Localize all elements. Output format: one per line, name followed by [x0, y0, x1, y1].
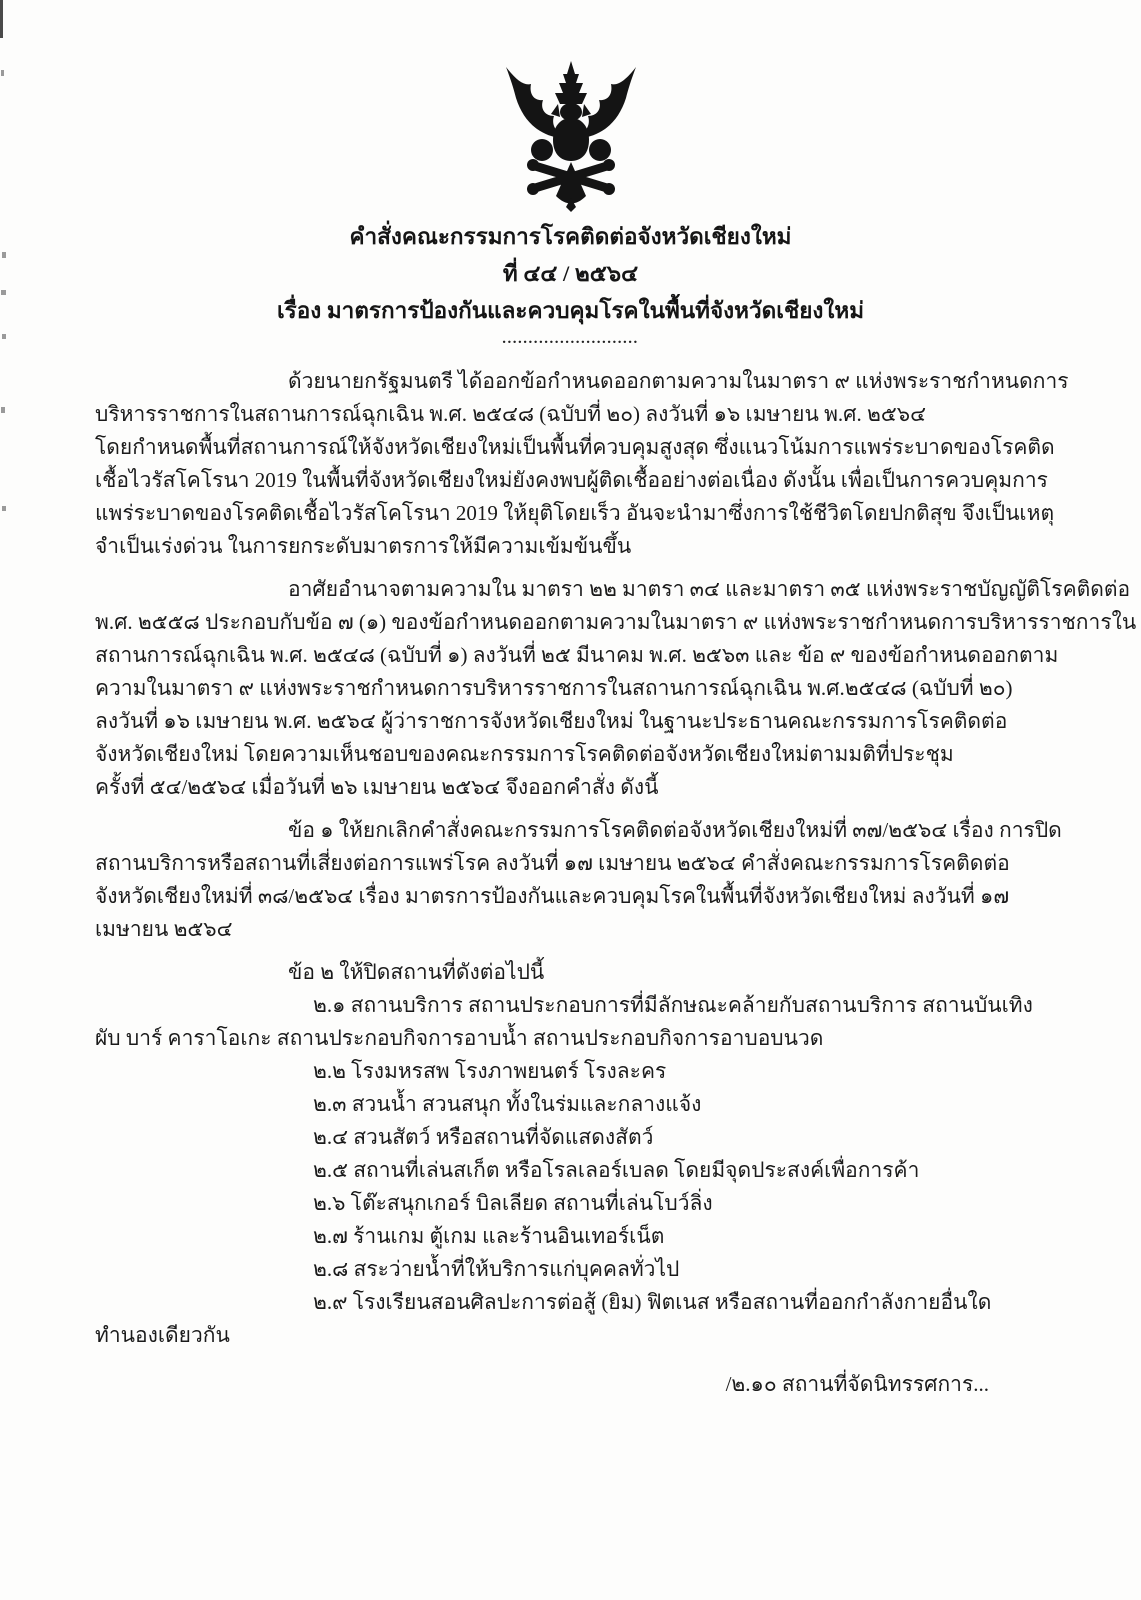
list-item: ๒.๒ โรงมหรสพ โรงภาพยนตร์ โรงละคร: [313, 1059, 667, 1083]
text-line: จำเป็นเร่งด่วน ในการยกระดับมาตรการให้มีความเข้มข้นขึ้น: [95, 534, 632, 558]
scan-artifact: [1, 407, 5, 413]
list-item: ๒.๙ โรงเรียนสอนศิลปะการต่อสู้ (ยิม) ฟิตเนส หรือสถานที่ออกกำลังกายอื่นใด: [313, 1290, 992, 1314]
paragraph-preamble-1: [95, 365, 1069, 563]
text-line: ข้อ ๒ ให้ปิดสถานที่ดังต่อไปนี้: [288, 960, 545, 984]
list-item: ๒.๘ สระว่ายน้ำที่ให้บริการแก่บุคคลทั่วไป: [313, 1257, 680, 1281]
divider-dots: ..........................: [502, 331, 639, 347]
scan-artifact: [2, 252, 6, 258]
text-line: เชื้อไวรัสโคโรนา 2019 ในพื้นที่จังหวัดเชียงใหม่ยังคงพบผู้ติดเชื้ออย่างต่อเนื่อง ดังนั้น เพื่อเป็นการควบคุมการ: [95, 468, 1048, 492]
text-line: แพร่ระบาดของโรคติดเชื้อไวรัสโคโรนา 2019 ให้ยุติโดยเร็ว อันจะนำมาซึ่งการใช้ชีวิตโดยปกติสุข จึงเป็นเหตุ: [95, 501, 1055, 525]
scan-artifact: [1, 290, 6, 295]
text-line: ลงวันที่ ๑๖ เมษายน พ.ศ. ๒๕๖๔ ผู้ว่าราชการจังหวัดเชียงใหม่ ในฐานะประธานคณะกรรมการโรคติดต่อ: [95, 709, 1008, 733]
order-number: ที่ ๔๔ / ๒๕๖๔: [502, 261, 639, 286]
paragraph-clause-1: [95, 814, 1062, 946]
text-line: โดยกำหนดพื้นที่สถานการณ์ให้จังหวัดเชียงใหม่เป็นพื้นที่ควบคุมสูงสุด ซึ่งแนวโน้มการแพร่ระบาดของโรคติด: [95, 435, 1055, 459]
page-continuation-note: /๒.๑๐ สถานที่จัดนิทรรศการ...: [725, 1372, 989, 1396]
clause-2-heading: [95, 956, 1055, 989]
list-item: ๒.๖ โต๊ะสนุกเกอร์ บิลเลียด สถานที่เล่นโบว์ลิ่ง: [313, 1191, 713, 1215]
document-body: [95, 365, 1137, 1352]
text-line: สถานบริการหรือสถานที่เสี่ยงต่อการแพร่โรค ลงวันที่ ๑๗ เมษายน ๒๕๖๔ คำสั่งคณะกรรมการโรคติดต่อ: [95, 851, 1010, 875]
document-header: [0, 218, 1141, 347]
scan-artifact: [0, 0, 3, 38]
scan-artifact: [2, 334, 6, 339]
list-item: ๒.๑ สถานบริการ สถานประกอบการที่มีลักษณะคล้ายกับสถานบริการ สถานบันเทิง: [313, 993, 1033, 1017]
paragraph-preamble-2: [95, 573, 1137, 804]
text-line: ความในมาตรา ๙ แห่งพระราชกำหนดการบริหารราชการในสถานการณ์ฉุกเฉิน พ.ศ.๒๕๔๘ (ฉบับที่ ๒๐): [95, 676, 1013, 700]
closure-list: [95, 989, 1055, 1352]
text-line: ครั้งที่ ๕๔/๒๕๖๔ เมื่อวันที่ ๒๖ เมษายน ๒๕๖๔ จึงออกคำสั่ง ดังนี้: [95, 775, 659, 799]
text-line: จังหวัดเชียงใหม่ โดยความเห็นชอบของคณะกรรมการโรคติดต่อจังหวัดเชียงใหม่ตามมติที่ประชุม: [95, 742, 954, 766]
list-item: ๒.๕ สถานที่เล่นสเก็ต หรือโรลเลอร์เบลด โดยมีจุดประสงค์เพื่อการค้า: [313, 1158, 920, 1182]
list-item: ๒.๗ ร้านเกม ตู้เกม และร้านอินเทอร์เน็ต: [313, 1224, 665, 1248]
text-line: ข้อ ๑ ให้ยกเลิกคำสั่งคณะกรรมการโรคติดต่อจังหวัดเชียงใหม่ที่ ๓๗/๒๕๖๔ เรื่อง การปิด: [288, 818, 1062, 842]
list-item: ๒.๔ สวนสัตว์ หรือสถานที่จัดแสดงสัตว์: [313, 1125, 654, 1149]
text-line: เมษายน ๒๕๖๔: [95, 917, 233, 941]
order-title: คำสั่งคณะกรรมการโรคติดต่อจังหวัดเชียงใหม่: [349, 224, 792, 249]
text-line: จังหวัดเชียงใหม่ที่ ๓๘/๒๕๖๔ เรื่อง มาตรการป้องกันและควบคุมโรคในพื้นที่จังหวัดเชียงใหม่ ลงวันที่ ๑๗: [95, 884, 1010, 908]
text-line: อาศัยอำนาจตามความใน มาตรา ๒๒ มาตรา ๓๔ และมาตรา ๓๕ แห่งพระราชบัญญัติโรคติดต่อ: [288, 577, 1131, 601]
list-item-continuation: ผับ บาร์ คาราโอเกะ สถานประกอบกิจการอาบน้ำ สถานประกอบกิจการอาบอบนวด: [95, 1026, 824, 1050]
text-line: ด้วยนายกรัฐมนตรี ได้ออกข้อกำหนดออกตามความในมาตรา ๙ แห่งพระราชกำหนดการ: [288, 369, 1069, 393]
scan-artifact: [1, 70, 4, 76]
list-item-continuation: ทำนองเดียวกัน: [95, 1323, 230, 1347]
garuda-emblem: [485, 60, 657, 212]
text-line: พ.ศ. ๒๕๕๘ ประกอบกับข้อ ๗ (๑) ของข้อกำหนดออกตามความในมาตรา ๙ แห่งพระราชกำหนดการบริหารราชการใน: [95, 610, 1137, 634]
list-item: ๒.๓ สวนน้ำ สวนสนุก ทั้งในร่มและกลางแจ้ง: [313, 1092, 702, 1116]
text-line: บริหารราชการในสถานการณ์ฉุกเฉิน พ.ศ. ๒๕๔๘ (ฉบับที่ ๒๐) ลงวันที่ ๑๖ เมษายน พ.ศ. ๒๕๖๔: [95, 402, 926, 426]
order-subject: เรื่อง มาตรการป้องกันและควบคุมโรคในพื้นที่จังหวัดเชียงใหม่: [276, 298, 865, 323]
scan-artifact: [2, 506, 6, 511]
text-line: สถานการณ์ฉุกเฉิน พ.ศ. ๒๕๔๘ (ฉบับที่ ๑) ลงวันที่ ๒๕ มีนาคม พ.ศ. ๒๕๖๓ และ ข้อ ๙ ของข้อกำหนดออกตาม: [95, 643, 1059, 667]
